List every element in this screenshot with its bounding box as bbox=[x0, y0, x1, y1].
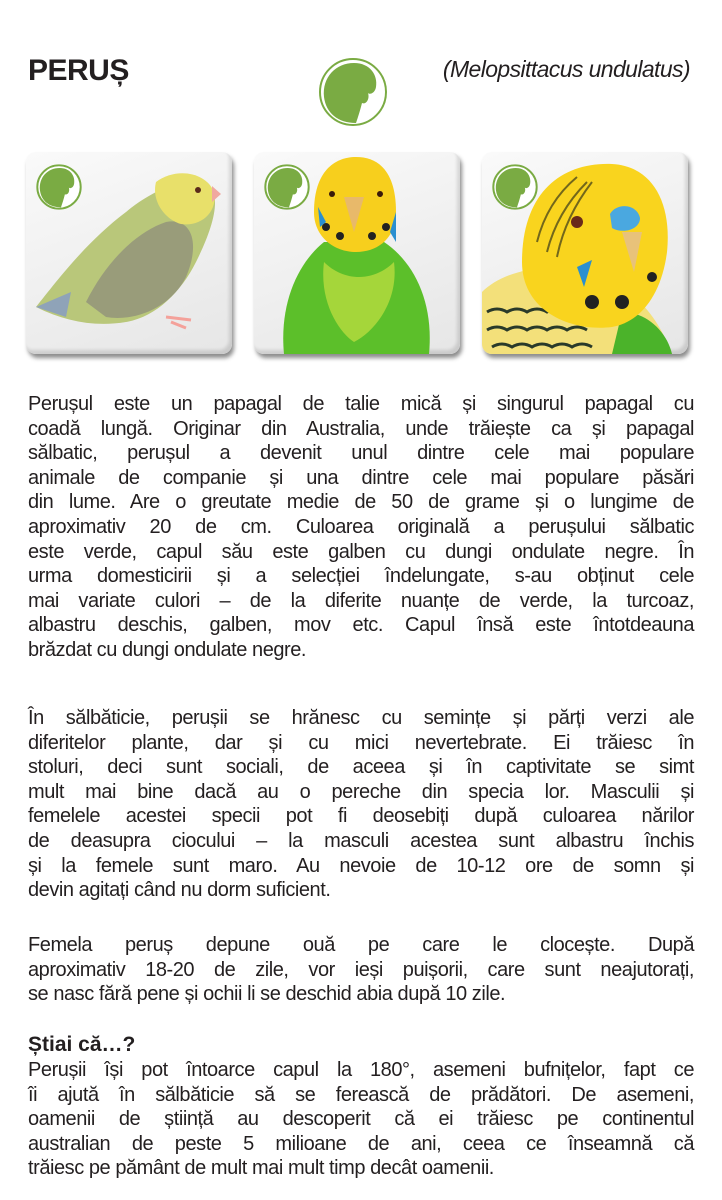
parrot-head-silhouette-icon bbox=[36, 164, 82, 210]
text-line: se nasc fără pene și ochii li se deschid abia după 10 zile. bbox=[28, 983, 506, 1006]
text-line: aproximativ 20 de cm. Culoarea originală a perușului sălbatic bbox=[28, 515, 694, 538]
text-line: albastru deschis, galben, mov etc. Capul însă este întotdeauna bbox=[28, 614, 694, 637]
parrot-head-silhouette-icon bbox=[264, 164, 310, 210]
text-line: animale de companie și una dintre cele mai populare păsări bbox=[28, 466, 694, 489]
text-line: Perușii își pot întoarce capul la 180°, asemeni bufnițelor, fapt ce bbox=[28, 1059, 694, 1081]
page-title: PERUȘ bbox=[28, 54, 129, 87]
paragraph-reproduction bbox=[28, 933, 694, 1007]
parrot-head-silhouette-icon bbox=[492, 164, 538, 210]
parrot-head-silhouette-icon bbox=[318, 57, 388, 127]
paragraph-habitat bbox=[28, 706, 694, 903]
text-line: mult mai bine dacă au o pereche din specia lor. Masculii și bbox=[28, 780, 694, 803]
text-line: devin agitați când nu dorm suficient. bbox=[28, 879, 331, 902]
text-line: îi ajută în sălbăticie să se ferească de prădători. De asemeni, bbox=[28, 1083, 694, 1106]
paragraph-description bbox=[28, 392, 694, 663]
text-line: din lume. Are o greutate medie de 50 de grame și o lungime de bbox=[28, 491, 694, 514]
illustration-card-yellow bbox=[482, 152, 688, 354]
illustration-card-green bbox=[254, 152, 460, 354]
text-line: brăzdat cu dungi ondulate negre. bbox=[28, 638, 307, 661]
text-line: de deasupra ciocului – la masculi acestea sunt albastru închis bbox=[28, 829, 694, 852]
text-line: femelele acestei specii pot fi deosebiți după culoarea nărilor bbox=[28, 805, 694, 828]
text-line: trăiesc pe pământ de mult mai mult timp decât oamenii. bbox=[28, 1157, 494, 1180]
text-line: Perușul este un papagal de talie mică și singurul papagal cu bbox=[28, 393, 694, 415]
text-line: sălbatic, perușul a devenit unul dintre cele mai populare bbox=[28, 442, 694, 465]
fact-box-text bbox=[28, 1058, 694, 1181]
text-line: aproximativ 18-20 de zile, vor ieși puișorii, care sunt neajutorați, bbox=[28, 958, 694, 981]
text-line: urma domesticirii și a selecției îndelungate, s-au obținut cele bbox=[28, 565, 694, 588]
scientific-name: (Melopsittacus undulatus) bbox=[442, 56, 690, 82]
text-line: este verde, capul său este galben cu dungi ondulate negre. În bbox=[28, 540, 694, 563]
text-line: coadă lungă. Originar din Australia, unde trăiește ca și papagal bbox=[28, 417, 694, 440]
text-line: mai variate culori – de la diferite nuanțe de verde, la turcoaz, bbox=[28, 589, 694, 612]
text-line: În sălbăticie, perușii se hrănesc cu semințe și părți verzi ale bbox=[28, 707, 694, 729]
text-line: australian de peste 5 milioane de ani, ceea ce înseamnă că bbox=[28, 1132, 694, 1155]
illustration-card-juvenile bbox=[26, 152, 232, 354]
fact-box-heading: Știai că…? bbox=[28, 1033, 136, 1056]
text-line: stoluri, deci sunt sociali, de aceea și în captivitate se simt bbox=[28, 756, 694, 779]
text-line: și la femele sunt maro. Au nevoie de 10-12 ore de somn și bbox=[28, 854, 694, 877]
text-line: Femela peruș depune ouă pe care le clocește. După bbox=[28, 934, 694, 956]
text-line: diferitelor plante, dar și cu mici nevertebrate. Ei trăiesc în bbox=[28, 731, 694, 754]
text-line: oamenii de știință au descoperit că ei trăiesc pe continentul bbox=[28, 1108, 694, 1131]
